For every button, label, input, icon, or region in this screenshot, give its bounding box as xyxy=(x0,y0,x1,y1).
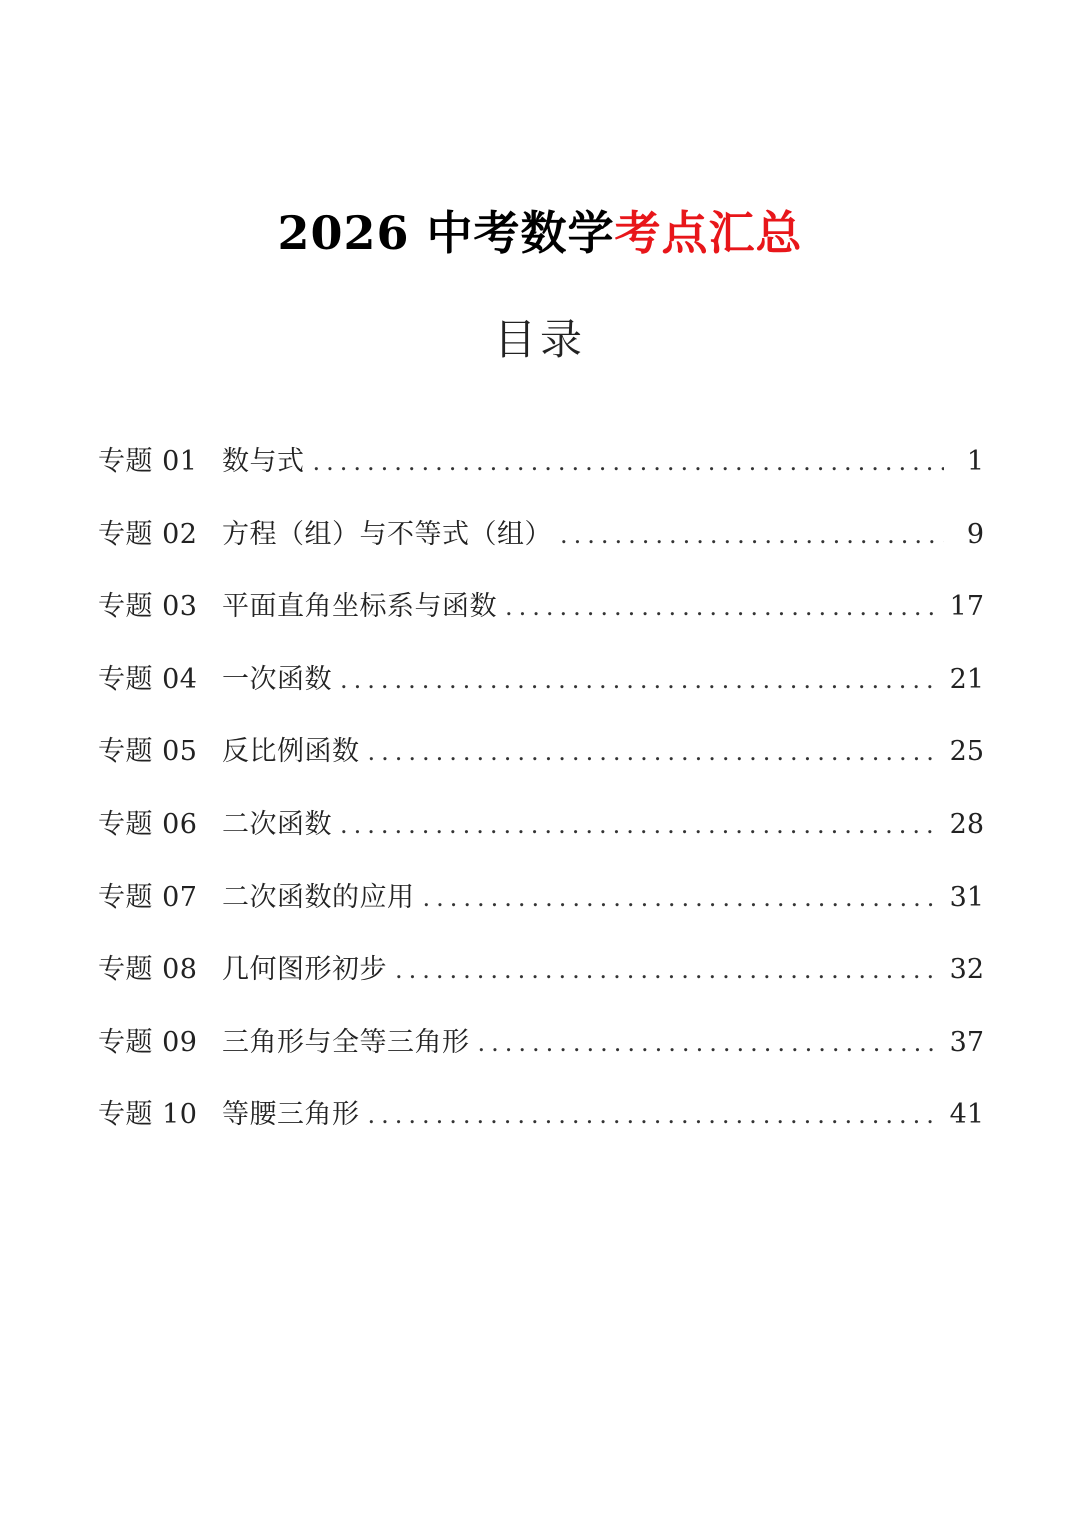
toc-entry[interactable] xyxy=(98,509,984,582)
toc-entry-number: 专题 10 xyxy=(98,1099,198,1131)
toc-entry[interactable] xyxy=(98,1089,984,1162)
toc-entry-number: 专题 06 xyxy=(98,808,198,840)
toc-entry-page: 32 xyxy=(949,954,984,986)
toc-entry[interactable] xyxy=(98,726,984,799)
toc-entry[interactable] xyxy=(98,581,984,654)
toc-dot-leader xyxy=(368,726,940,778)
table-of-contents xyxy=(98,436,984,1162)
toc-dot-leader xyxy=(395,944,940,996)
toc-entry-title: 数与式 xyxy=(222,446,305,477)
toc-entry-page: 25 xyxy=(949,736,984,768)
toc-entry-page: 21 xyxy=(949,663,984,695)
toc-entry-page: 28 xyxy=(949,808,984,840)
toc-entry-title: 平面直角坐标系与函数 xyxy=(222,591,497,623)
toc-entry-title: 等腰三角形 xyxy=(222,1099,360,1131)
toc-entry-title: 几何图形初步 xyxy=(222,954,387,986)
toc-entry[interactable] xyxy=(98,436,984,509)
toc-dot-leader xyxy=(313,436,945,488)
toc-entry-title: 二次函数 xyxy=(222,808,332,840)
toc-dot-leader xyxy=(478,1017,940,1069)
toc-entry-page: 41 xyxy=(949,1099,984,1131)
toc-entry-number: 专题 07 xyxy=(98,881,198,913)
toc-entry[interactable] xyxy=(98,654,984,727)
toc-entry-number: 专题 09 xyxy=(98,1026,198,1058)
toc-entry-title: 一次函数 xyxy=(222,663,332,695)
toc-entry[interactable] xyxy=(98,872,984,945)
toc-entry-number: 专题 08 xyxy=(98,954,198,986)
toc-entry-number: 专题 03 xyxy=(98,591,198,623)
toc-entry-title: 反比例函数 xyxy=(222,736,360,768)
toc-dot-leader xyxy=(560,509,944,561)
toc-entry-title: 方程（组）与不等式（组） xyxy=(222,518,552,550)
toc-dot-leader xyxy=(368,1089,940,1141)
toc-entry-title: 三角形与全等三角形 xyxy=(222,1026,470,1058)
toc-entry[interactable] xyxy=(98,1017,984,1090)
toc-entry[interactable] xyxy=(98,799,984,872)
title-main: 2026 中考数学 xyxy=(277,205,615,260)
toc-dot-leader xyxy=(423,872,940,924)
toc-entry-page: 31 xyxy=(949,881,984,913)
toc-entry-page: 17 xyxy=(949,591,984,623)
toc-heading: 目录 xyxy=(493,315,586,364)
toc-entry[interactable] xyxy=(98,944,984,1017)
toc-dot-leader xyxy=(340,799,940,851)
toc-entry-page: 1 xyxy=(966,446,984,477)
toc-entry-number: 专题 05 xyxy=(98,736,198,768)
toc-dot-leader xyxy=(505,581,940,633)
toc-entry-number: 专题 01 xyxy=(98,446,198,477)
toc-entry-number: 专题 02 xyxy=(98,518,198,550)
title-accent: 考点汇总 xyxy=(614,205,803,260)
toc-dot-leader xyxy=(340,654,940,706)
toc-entry-page: 37 xyxy=(949,1026,984,1058)
document-title xyxy=(0,201,1080,265)
toc-entry-page: 9 xyxy=(966,518,984,550)
toc-entry-title: 二次函数的应用 xyxy=(222,881,415,913)
toc-entry-number: 专题 04 xyxy=(98,663,198,695)
